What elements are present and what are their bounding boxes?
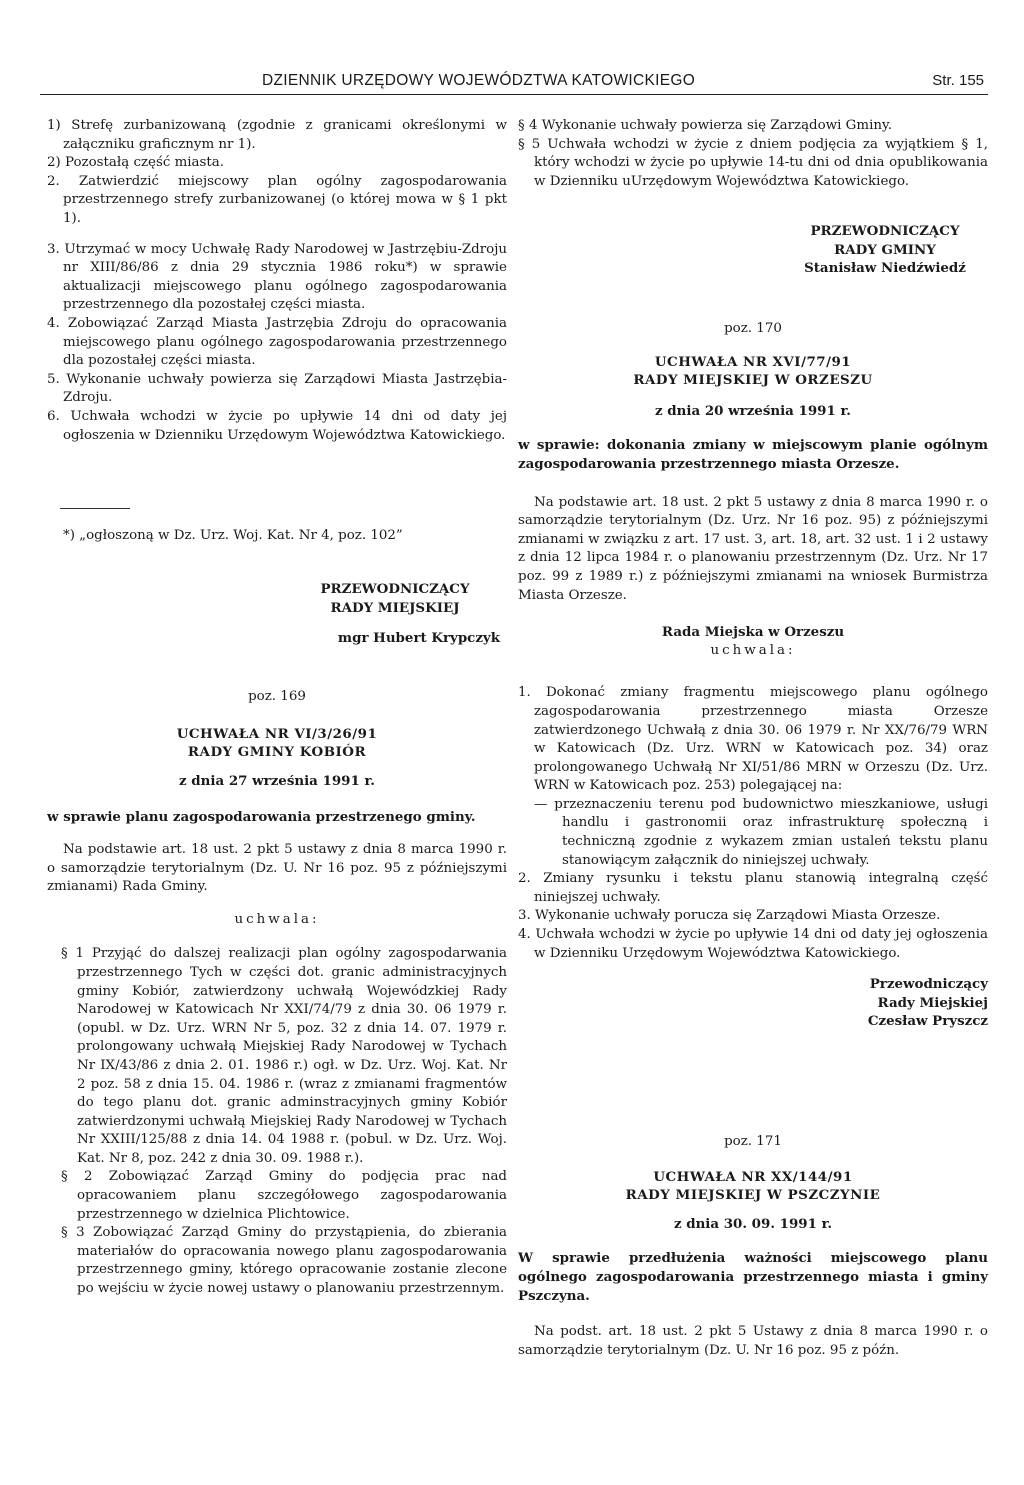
signature-block — [780, 222, 990, 278]
item-1: 1. Dokonać zmiany fragmentu miejscowego planu ogólnego zagospodarowania przestrzennego miasta Orzesze zatwierdzonego Uchwałą z dnia 30. 06 1979 r. Nr XX/76/79 WRN w Katowicach (Dz. Urz. WRN w Katowicach poz. 34) oraz prolongowanego Uchwałą Nr XI/51/86 MRN w Orzeszu (Dz. Urz. WRN w Katowicach poz. 253) polegającej na: — [518, 685, 988, 794]
resolution-body: RADY GMINY KOBIÓR — [187, 744, 367, 761]
signature-title: Przewodniczący — [869, 976, 988, 993]
section-2: § 2 Zobowiązać Zarząd Gminy do podjęcia prac nad opracowaniem planu szczegółowego zagospodarowania przestrzennego w dzielnica Plichtowice. — [61, 1169, 507, 1222]
item-4: 4. Uchwała wchodzi w życie po upływie 14 dni od daty jej ogłoszenia w Dzienniku Urzędowym Województwa Katowickiego. — [518, 927, 988, 961]
resolution-171 — [518, 1133, 988, 1360]
resolution-subject: W sprawie przedłużenia ważności miejscowego planu ogólnego zagospodarowania przestrzennego miasta i gminy Pszczyna. — [518, 1250, 988, 1304]
item-2: 2. Zmiany rysunku i tekstu planu stanowią integralną część niniejszej uchwały. — [518, 871, 988, 905]
preamble: Na podstawie art. 18 ust. 2 pkt 5 ustawy z dnia 8 marca 1990 r. o samorządzie terytorialnym (Dz. Urz. Nr 16 poz. 95) z późniejszymi zmianami w związku z art. 17 ust. 3, art. 18, art. 32 ust. 1 i 2 ustawy z dnia 12 lipca 1984 r. o planowaniu przestrzennym (Dz. Urz. Nr 17 poz. 99 z 1989 r.) z późniejszymi zmianami na wniosek Burmistrza Miasta Orzesze. — [518, 494, 988, 603]
signature-body: RADY MIEJSKIEJ — [330, 599, 460, 616]
preamble: Na podstawie art. 18 ust. 2 pkt 5 ustawy z dnia 8 marca 1990 r. o samorządzie terytorialnym (Dz. U. Nr 16 poz. 95 z późniejszymi zmianami) Rada Gminy. — [47, 841, 507, 895]
resolves-label: uchwala: — [710, 642, 796, 658]
signature-title: PRZEWODNICZĄCY — [810, 223, 960, 239]
section-1: § 1 Przyjąć do dalszej realizacji plan ogólny zagospodarwania przestrzennego Tych w części dot. granic administracyjnych gminy Kobiór, zatwierdzony uchwałą Wojewódzkiej Rady Narodowej w Katowicach Nr XXI/74/79 z dnia 30. 06 1979 r. (opubl. w Dz. Urz. WRN Nr 5, poz. 32 z dnia 14. 07. 1979 r. prolongowany uchwałą Miejskiej Rady Narodowej w Tychach Nr IX/43/86 z dnia 2. 01. 1986 r.) ogł. w Dz. Urz. Woj. Kat. Nr 2 poz. 58 z dnia 15. 04. 1986 r. (wraz z zmianami fragmentów do tego planu dot. granic adminstracyjnych gminy Kobiór zatwierdzonymi uchwałą Miejskiej Rady Narodowej w Tychach Nr XXIII/125/88 z dnia 14. 04 1988 r. (pobul. w Dz. Urz. Woj. Kat. Nr 8, poz. 242 z dnia 30. 09. 1988 r.). — [61, 946, 507, 1166]
paragraph: 2. Zatwierdzić miejscowy plan ogólny zagospodarowania przestrzennego strefy zurbanizowanej (o której mowa w § 1 pkt 1). — [47, 173, 507, 226]
resolution-title: UCHWAŁA NR XX/144/91 — [653, 1168, 853, 1185]
paragraph: 4. Zobowiązać Zarząd Miasta Jastrzębia Zdroju do opracowania miejscowego planu ogólnego zagospodarowania przestrzennego dla pozostałej części miasta. — [47, 315, 507, 369]
page-number: Str. 155 — [932, 72, 984, 89]
left-top-section — [47, 117, 507, 445]
resolution-date: z dnia 27 września 1991 r. — [179, 772, 375, 789]
resolution-170 — [518, 320, 988, 1031]
journal-title: DZIENNIK URZĘDOWY WOJEWÓDZTWA KATOWICKIEGO — [262, 72, 696, 89]
council-name: Rada Miejska w Orzeszu — [661, 624, 845, 641]
paragraph: 6. Uchwała wchodzi w życie po upływie 14 dni od daty jej ogłoszenia w Dzienniku Urzędowym Województwa Katowickiego. — [47, 408, 507, 443]
page-header — [40, 68, 988, 95]
signature-name: mgr Hubert Krypczyk — [337, 630, 500, 647]
resolution-subject: w sprawie: dokonania zmiany w miejscowym planie ogólnym zagospodarowania przestrzennego miasta Orzesze. — [518, 437, 988, 472]
section-3: § 3 Zobowiązać Zarząd Gminy do przystąpienia, do zbierania materiałów do opracowania nowego planu zagospodarowania przestrzennego gminy, którego opracowanie zostanie zlecone po wejściu w życie nowej ustawy o planowaniu przestrzennym. — [61, 1225, 507, 1297]
resolution-title: UCHWAŁA NR XVI/77/91 — [654, 353, 852, 370]
signature-body: Rady Miejskiej — [877, 994, 988, 1011]
paragraph: 5. Wykonanie uchwały powierza się Zarządowi Miasta Jastrzębia-Zdroju. — [47, 371, 507, 406]
footnote: *) „ogłoszoną w Dz. Urz. Woj. Kat. Nr 4, poz. 102” — [63, 528, 403, 543]
item-3: 3. Wykonanie uchwały porucza się Zarządowi Miasta Orzesze. — [518, 908, 941, 924]
position-number: poz. 170 — [724, 321, 782, 336]
position-number: poz. 171 — [724, 1134, 782, 1149]
section-4: § 4 Wykonanie uchwały powierza się Zarządowi Gminy. — [518, 118, 893, 133]
resolution-169 — [47, 688, 507, 1299]
signature-title: PRZEWODNICZĄCY — [320, 581, 470, 597]
resolves-label: uchwala: — [234, 911, 320, 927]
resolution-title: UCHWAŁA NR VI/3/26/91 — [176, 725, 378, 742]
resolution-body: RADY MIEJSKIEJ W PSZCZYNIE — [625, 1187, 881, 1204]
item-1-detail: — przeznaczeniu terenu pod budownictwo mieszkaniowe, usługi handlu i gastronomii oraz infrastrukturę społeczną i techniczną zgodnie z wykazem zmian ustaleń tekstu planu stanowiącym załącznik do niniejszej uchwały. — [534, 796, 988, 868]
signature-name: Stanisław Niedźwiedź — [804, 260, 966, 277]
resolution-subject: w sprawie planu zagospodarowania przestrzenego gminy. — [47, 809, 476, 826]
paragraph: 3. Utrzymać w mocy Uchwałę Rady Narodowej w Jastrzębiu-Zdroju nr XIII/86/86 z dnia 29 stycznia 1986 roku*) w sprawie aktualizacji miejscowego planu ogólnego zagospodarowania przestrzennego dla pozostałej części miasta. — [47, 241, 507, 313]
resolution-body: RADY MIEJSKIEJ W ORZESZU — [633, 372, 873, 389]
resolution-date: z dnia 20 września 1991 r. — [655, 402, 851, 419]
signature-body: RADY GMINY — [834, 241, 936, 258]
section-5: § 5 Uchwała wchodzi w życie z dniem podjęcia za wyjątkiem § 1, który wchodzi w życie po upływie 14-tu dni od dnia opublikowania w Dzienniku uUrzędowym Województwa Katowickiego. — [518, 136, 988, 189]
paragraph: 1) Strefę zurbanizowaną (zgodnie z granicami określonymi w załączniku graficznym nr 1). — [47, 118, 507, 152]
signature-block — [290, 580, 500, 648]
paragraph: 2) Pozostałą część miasta. — [47, 155, 225, 171]
right-top-section — [518, 117, 988, 191]
position-number: poz. 169 — [248, 689, 306, 704]
footnote-rule — [60, 508, 130, 509]
resolution-date: z dnia 30. 09. 1991 r. — [673, 1215, 833, 1232]
preamble: Na podst. art. 18 ust. 2 pkt 5 Ustawy z dnia 8 marca 1990 r. o samorządzie terytorialnym (Dz. U. Nr 16 poz. 95 z późn. — [518, 1324, 988, 1358]
signature-name: Czesław Pryszcz — [867, 1013, 988, 1030]
